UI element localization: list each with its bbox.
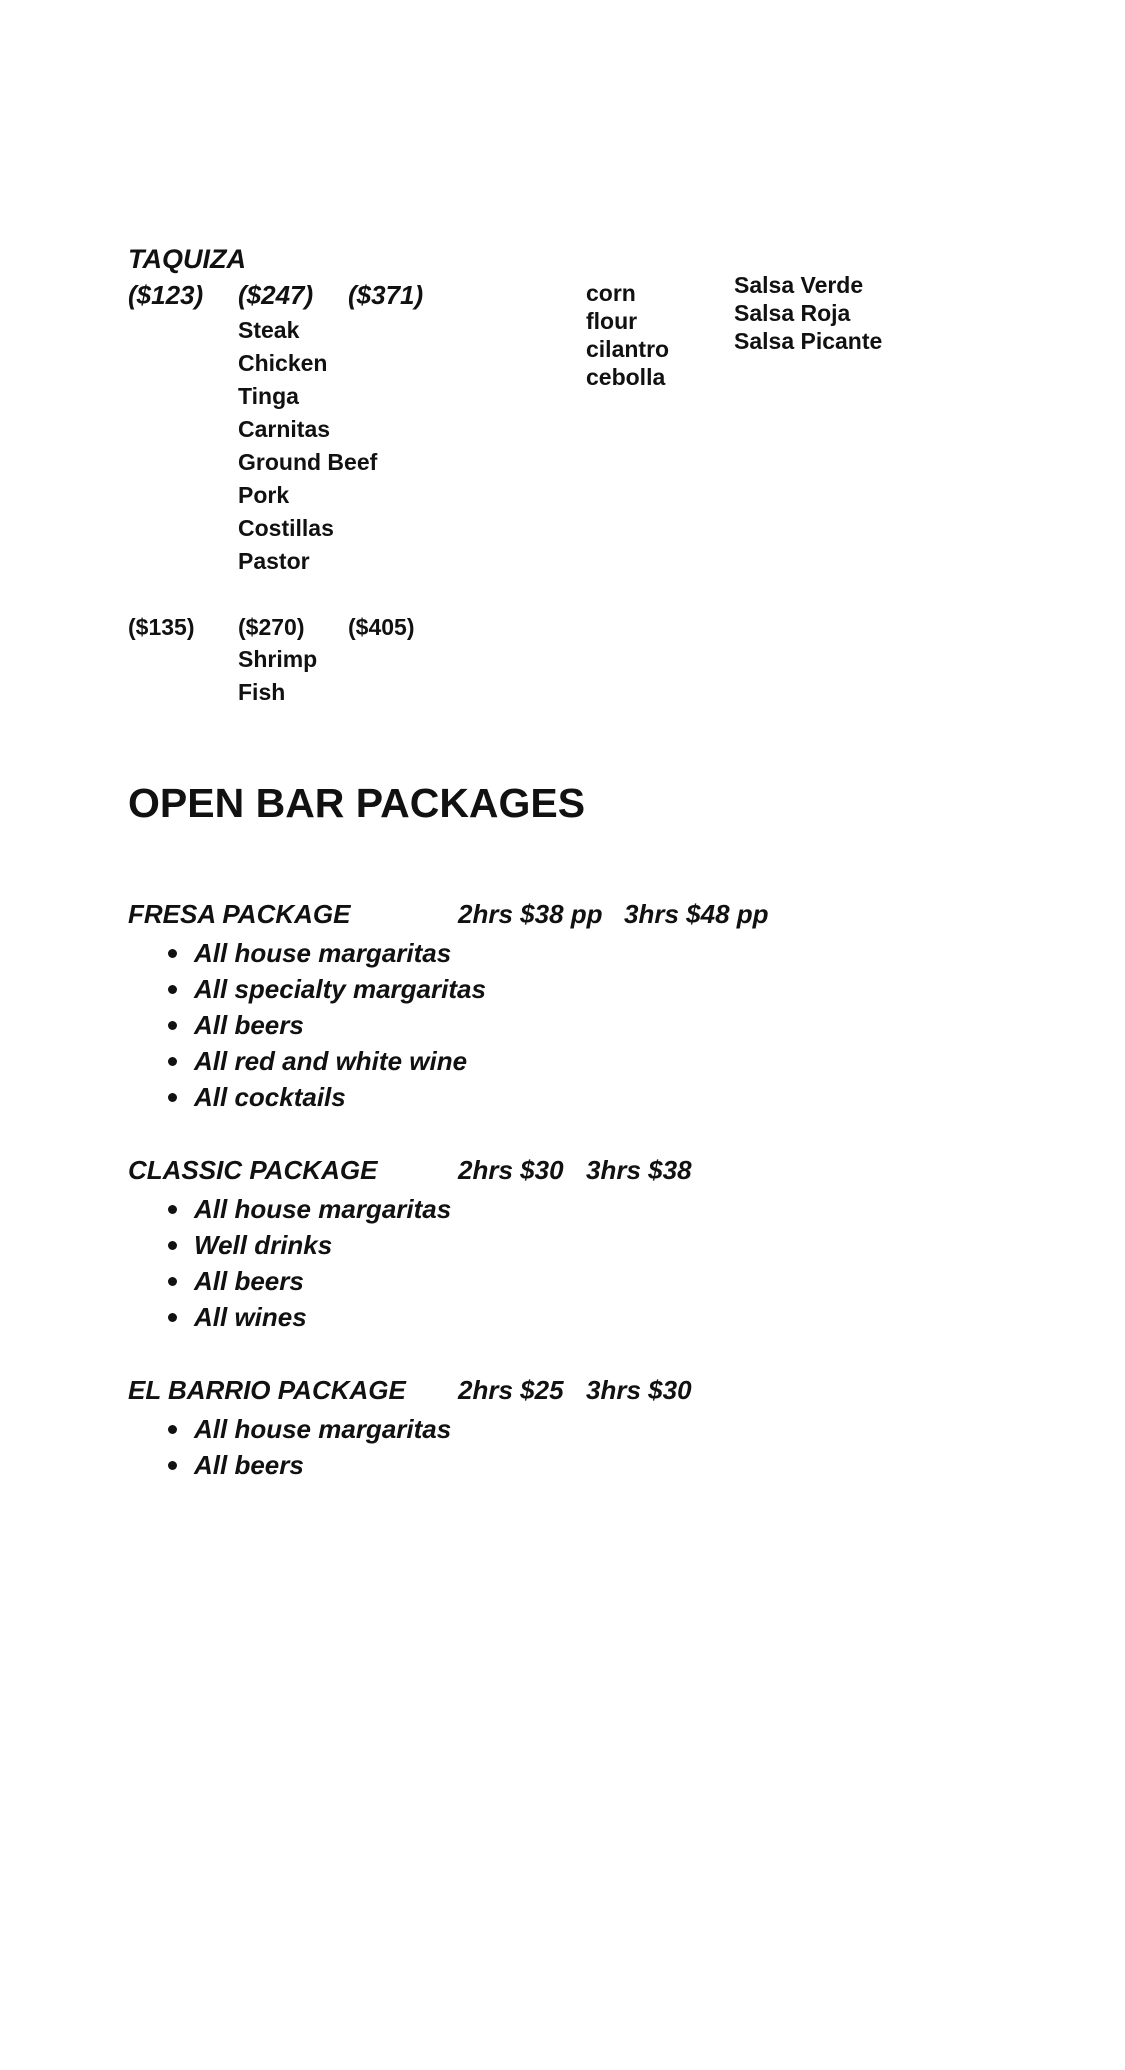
list-item bbox=[128, 1411, 451, 1447]
item-label: All beers bbox=[194, 1450, 304, 1480]
list-item bbox=[128, 1263, 451, 1299]
tortilla-topping-list bbox=[586, 279, 669, 391]
list-item bbox=[128, 971, 486, 1007]
list-item: corn bbox=[586, 280, 636, 306]
list-item: Tinga bbox=[238, 383, 299, 409]
package-price-2hrs: 2hrs $25 bbox=[458, 1375, 564, 1405]
list-item bbox=[128, 1227, 451, 1263]
item-label: All house margaritas bbox=[194, 1414, 452, 1444]
section-title: OPEN BAR PACKAGES bbox=[128, 780, 586, 826]
seafood-price-small: ($135) bbox=[128, 614, 195, 640]
item-label: All wines bbox=[194, 1302, 307, 1332]
bullet-icon bbox=[168, 985, 177, 994]
list-item: cilantro bbox=[586, 336, 670, 362]
package-items bbox=[128, 935, 486, 1115]
list-item: Costillas bbox=[238, 515, 334, 541]
package-items bbox=[128, 1191, 451, 1335]
item-label: All red and white wine bbox=[194, 1046, 468, 1076]
package-name: EL BARRIO PACKAGE bbox=[128, 1375, 406, 1405]
list-item: Pastor bbox=[238, 548, 310, 574]
package-items bbox=[128, 1411, 451, 1483]
taquiza-price-medium: ($247) bbox=[238, 280, 314, 310]
list-item bbox=[128, 1043, 486, 1079]
seafood-list bbox=[238, 643, 317, 709]
bullet-icon bbox=[168, 1021, 177, 1030]
list-item: Fish bbox=[238, 679, 286, 705]
list-item bbox=[128, 1007, 486, 1043]
package-header bbox=[128, 1155, 692, 1191]
package-price-2hrs: 2hrs $30 bbox=[458, 1155, 564, 1185]
package-header bbox=[128, 1375, 692, 1411]
meat-list bbox=[238, 314, 377, 578]
package-header bbox=[128, 899, 769, 935]
taquiza-price-large: ($371) bbox=[348, 280, 424, 310]
list-item: Shrimp bbox=[238, 646, 318, 672]
seafood-price-medium: ($270) bbox=[238, 614, 305, 640]
item-label: All specialty margaritas bbox=[194, 974, 486, 1004]
list-item: Steak bbox=[238, 317, 300, 343]
bullet-icon bbox=[168, 1205, 177, 1214]
list-item bbox=[128, 935, 486, 971]
package-classic bbox=[128, 1155, 692, 1335]
list-item: Ground Beef bbox=[238, 449, 378, 475]
bullet-icon bbox=[168, 1057, 177, 1066]
list-item bbox=[128, 1299, 451, 1335]
item-label: All cocktails bbox=[194, 1082, 346, 1112]
package-fresa bbox=[128, 899, 769, 1115]
package-price-3hrs: 3hrs $48 pp bbox=[624, 899, 769, 929]
package-price-2hrs: 2hrs $38 pp bbox=[458, 899, 603, 929]
list-item: Carnitas bbox=[238, 416, 331, 442]
package-el-barrio bbox=[128, 1375, 692, 1483]
bullet-icon bbox=[168, 1425, 177, 1434]
package-name: CLASSIC PACKAGE bbox=[128, 1155, 378, 1185]
taquiza-title: TAQUIZA bbox=[128, 244, 246, 274]
list-item: Salsa Roja bbox=[734, 300, 851, 326]
bullet-icon bbox=[168, 949, 177, 958]
package-price-3hrs: 3hrs $30 bbox=[586, 1375, 692, 1405]
package-price-3hrs: 3hrs $38 bbox=[586, 1155, 692, 1185]
list-item bbox=[128, 1447, 451, 1483]
bullet-icon bbox=[168, 1241, 177, 1250]
salsa-list bbox=[734, 271, 882, 355]
item-label: Well drinks bbox=[194, 1230, 333, 1260]
package-name: FRESA PACKAGE bbox=[128, 899, 351, 929]
bullet-icon bbox=[168, 1277, 177, 1286]
list-item: cebolla bbox=[586, 364, 666, 390]
taquiza-price-small: ($123) bbox=[128, 280, 204, 310]
bullet-icon bbox=[168, 1461, 177, 1470]
list-item bbox=[128, 1079, 486, 1115]
bullet-icon bbox=[168, 1093, 177, 1102]
seafood-price-large: ($405) bbox=[348, 614, 415, 640]
list-item: Chicken bbox=[238, 350, 328, 376]
item-label: All beers bbox=[194, 1010, 304, 1040]
list-item bbox=[128, 1191, 451, 1227]
item-label: All house margaritas bbox=[194, 938, 452, 968]
list-item: flour bbox=[586, 308, 638, 334]
item-label: All beers bbox=[194, 1266, 304, 1296]
list-item: Salsa Picante bbox=[734, 328, 883, 354]
list-item: Pork bbox=[238, 482, 290, 508]
list-item: Salsa Verde bbox=[734, 272, 864, 298]
bullet-icon bbox=[168, 1313, 177, 1322]
item-label: All house margaritas bbox=[194, 1194, 452, 1224]
